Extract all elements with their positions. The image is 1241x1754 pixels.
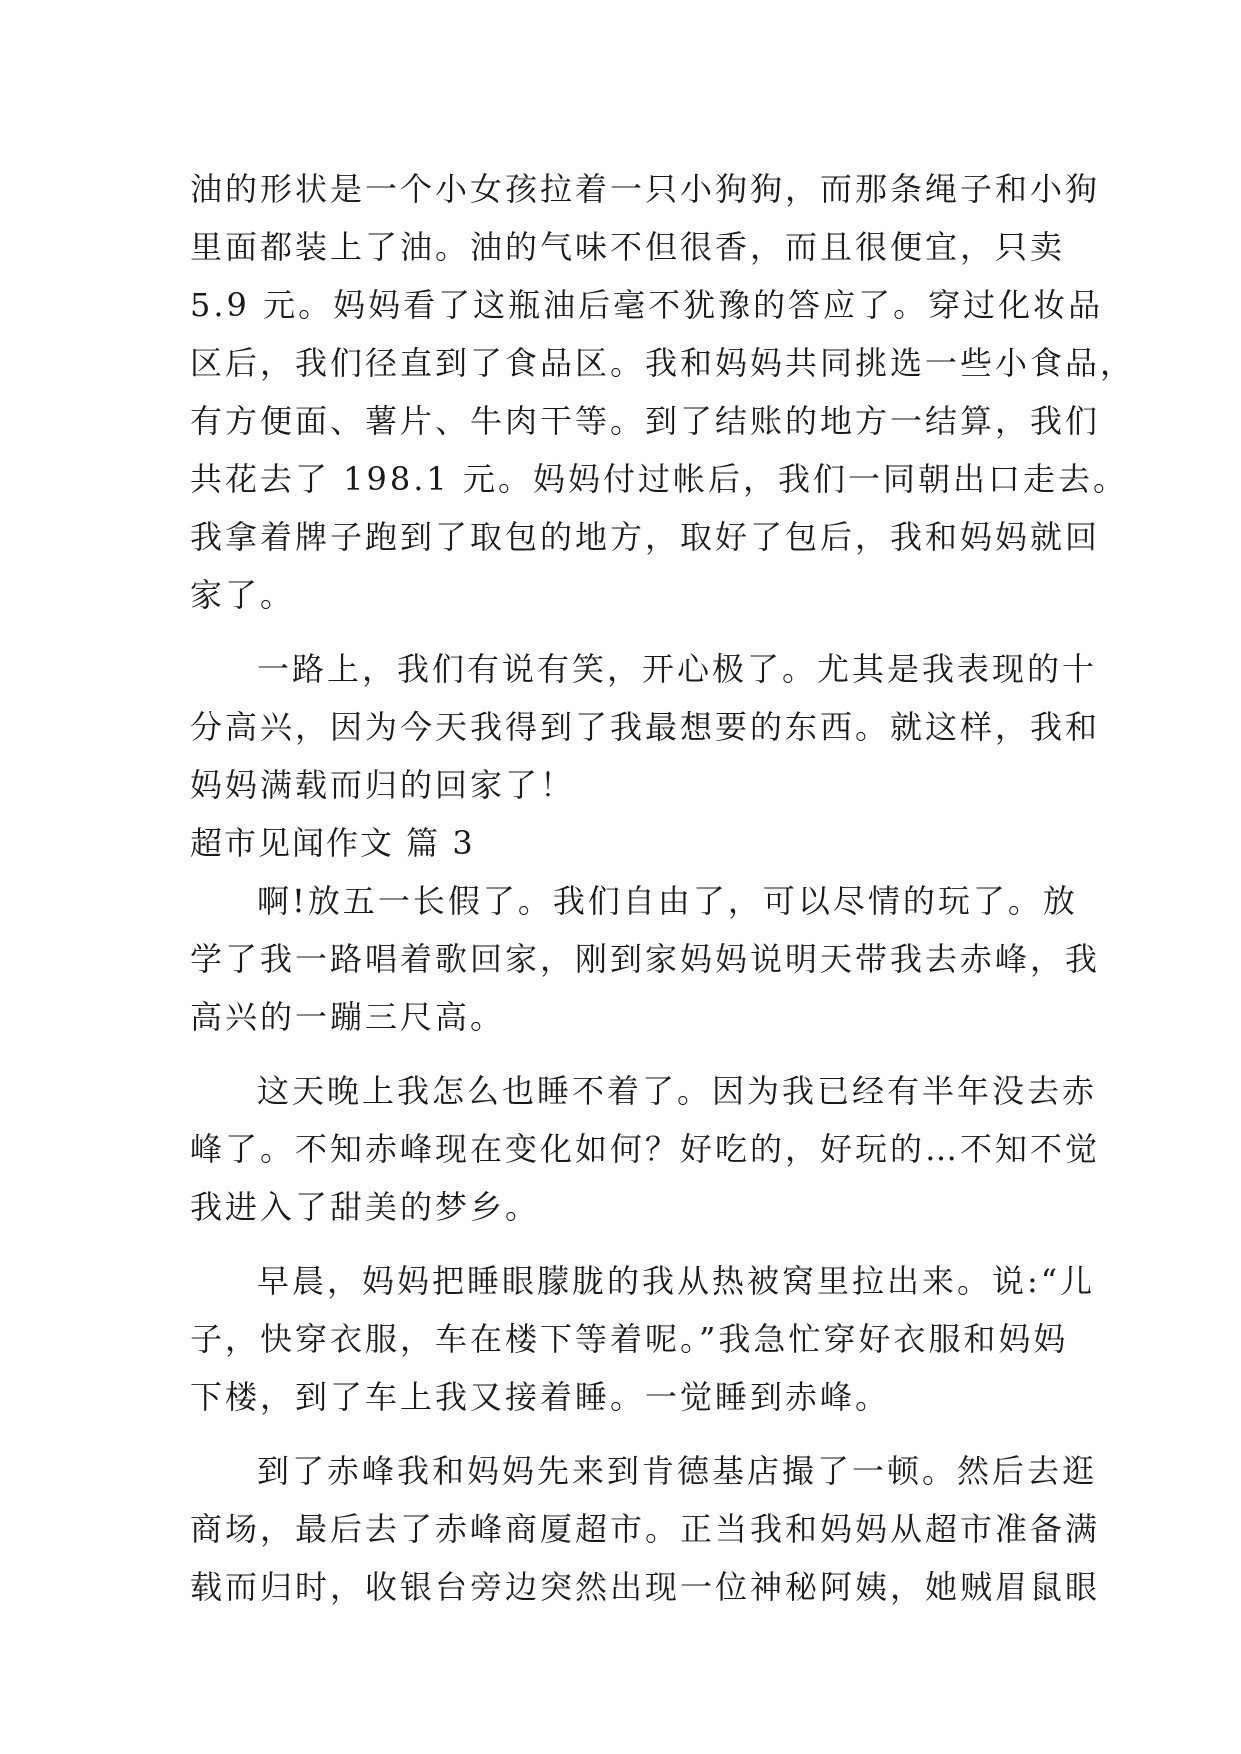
text-line: 我进入了甜美的梦乡。 [190,1188,541,1226]
text-line: 一路上，我们有说有笑，开心极了。尤其是我表现的十 [257,650,1098,688]
text-line: 妈妈满载而归的回家了！ [190,766,576,804]
paragraph-6 [190,1442,1101,1616]
text-line: 共花去了 198.1 元。妈妈付过帐后，我们一同朝出口走去。 [190,460,1128,498]
text-line: 家了。 [190,576,296,614]
paragraph-3 [190,872,1101,1046]
text-line: 里面都装上了油。油的气味不但很香，而且很便宜，只卖 [190,228,1066,266]
text-line: 我拿着牌子跑到了取包的地方，取好了包后，我和妈妈就回 [190,518,1101,556]
text-line: 啊!放五一长假了。我们自由了，可以尽情的玩了。放 [257,882,1078,920]
text-line: 早晨，妈妈把睡眼朦胧的我从热被窝里拉出来。说:“儿 [257,1262,1096,1300]
paragraph-1 [190,160,1136,624]
text-line: 5.9 元。妈妈看了这瓶油后毫不犹豫的答应了。穿过化妆品 [190,286,1104,324]
text-line: 子，快穿衣服，车在楼下等着呢。”我急忙穿好衣服和妈妈 [190,1320,1069,1358]
text-line: 载而归时，收银台旁边突然出现一位神秘阿姨，她贼眉鼠眼 [190,1568,1101,1606]
paragraph-5 [190,1252,1096,1426]
paragraph-gap [190,1236,1060,1252]
document-body [190,160,1136,1616]
text-line: 有方便面、薯片、牛肉干等。到了结账的地方一结算，我们 [190,402,1101,440]
text-line: 商场，最后去了赤峰商厦超市。正当我和妈妈从超市准备满 [190,1510,1101,1548]
text-line: 到了赤峰我和妈妈先来到肯德基店撮了一顿。然后去逛 [257,1452,1098,1490]
text-line: 下楼，到了车上我又接着睡。一觉睡到赤峰。 [190,1378,891,1416]
paragraph-2 [190,640,1101,814]
text-line: 高兴的一蹦三尺高。 [190,998,506,1036]
paragraph-4 [190,1062,1101,1236]
paragraph-gap [190,1046,1060,1062]
text-line: 分高兴，因为今天我得到了我最想要的东西。就这样，我和 [190,708,1101,746]
text-line: 这天晚上我怎么也睡不着了。因为我已经有半年没去赤 [257,1072,1098,1110]
text-line: 峰了。不知赤峰现在变化如何？好吃的，好玩的…不知不觉 [190,1130,1101,1168]
paragraph-gap [190,624,1060,640]
text-line: 学了我一路唱着歌回家，刚到家妈妈说明天带我去赤峰，我 [190,940,1101,978]
paragraph-gap [190,1426,1060,1442]
text-line: 油的形状是一个小女孩拉着一只小狗狗，而那条绳子和小狗 [190,170,1101,208]
section-heading: 超市见闻作文 篇 3 [190,824,475,862]
text-line: 区后，我们径直到了食品区。我和妈妈共同挑选一些小食品， [190,344,1136,382]
